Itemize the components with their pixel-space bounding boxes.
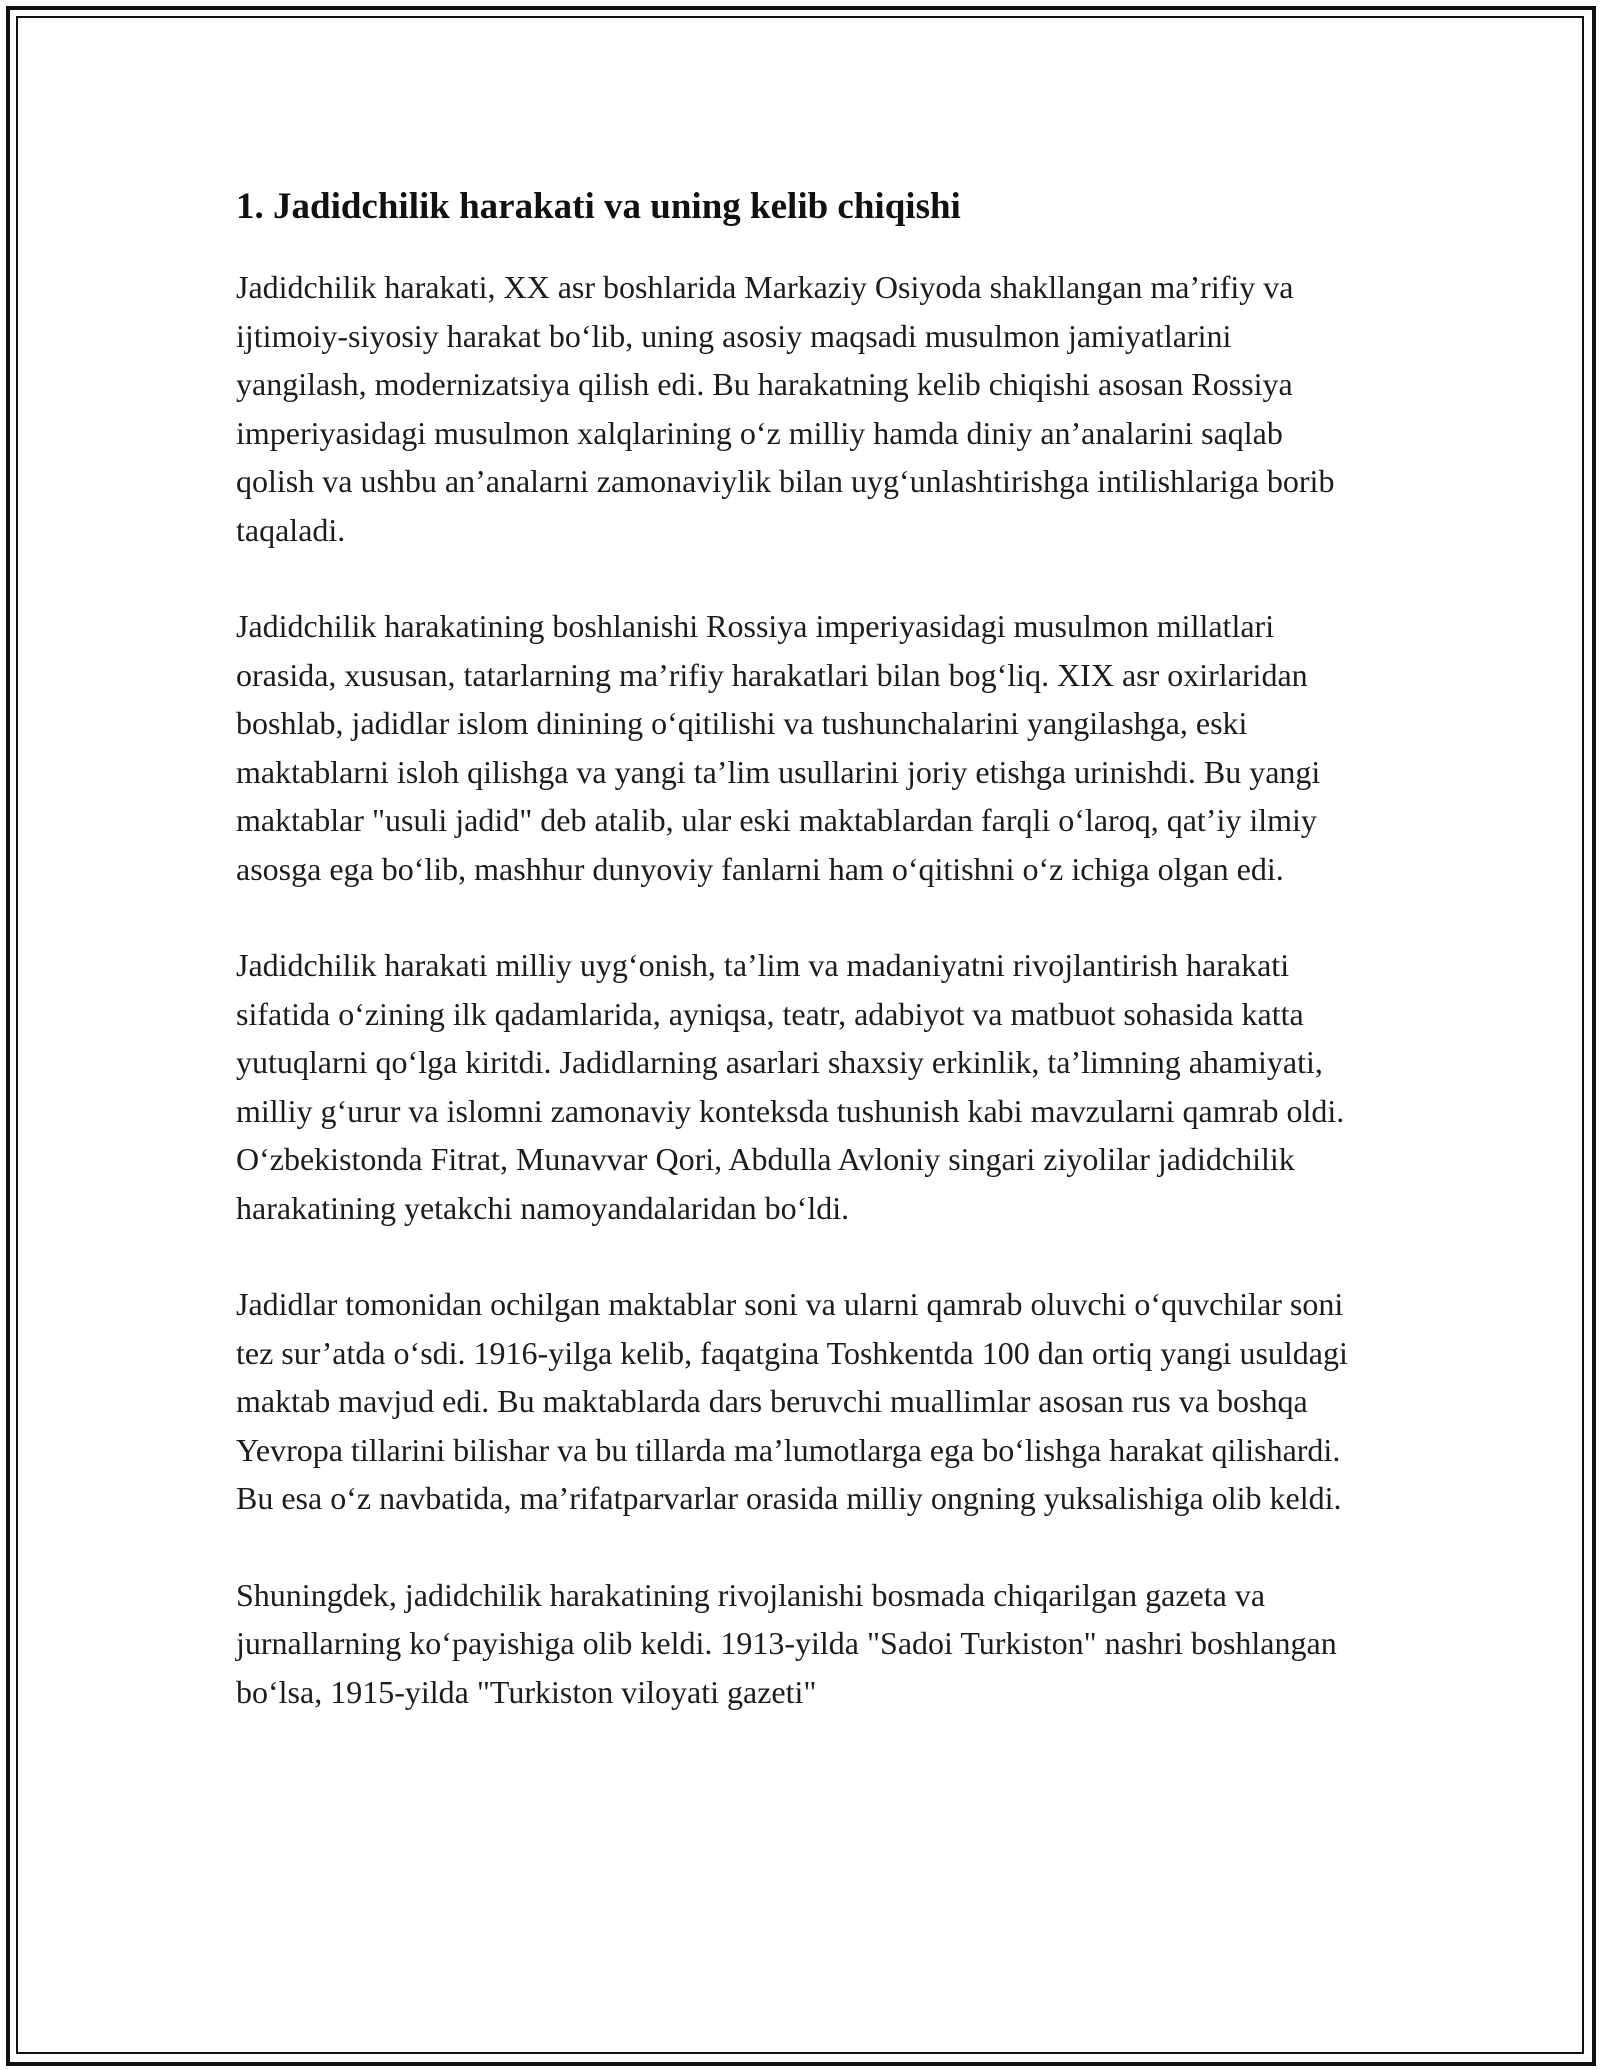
paragraph-5: Shuningdek, jadidchilik harakatining rivojlanishi bosmada chiqarilgan gazeta va jurnallarning ko‘payishiga olib keldi. 1913-yilda "Sadoi Turkiston" nashri boshlangan bo‘lsa, 1915-yilda "Turkiston viloyati gazeti" [236,1576,1337,1710]
section-heading: 1. Jadidchilik harakati va uning kelib chiqishi [236,186,961,227]
paragraph-4: Jadidlar tomonidan ochilgan maktablar soni va ularni qamrab oluvchi o‘quvchilar soni tez sur’atda o‘sdi. 1916-yilga kelib, faqatgina Toshkentda 100 dan ortiq yangi usuldagi maktab mavjud edi. Bu maktablarda dars beruvchi muallimlar asosan rus va boshqa Yevropa tillarini bilishar va bu tillarda ma’lumotlarga ega bo‘lishga harakat qilishardi. Bu esa o‘z navbatida, ma’rifatparvarlar orasida milliy ongning yuksalishiga olib keldi. [236,1286,1348,1517]
document-body [236,185,1366,1764]
paragraph-1: Jadidchilik harakati, XX asr boshlarida Markaziy Osiyoda shakllangan ma’rifiy va ijtimoiy-siyosiy harakat bo‘lib, uning asosiy maqsadi musulmon jamiyatlarini yangilash, modernizatsiya qilish edi. Bu harakatning kelib chiqishi asosan Rossiya imperiyasidagi musulmon xalqlarining o‘z milliy hamda diniy an’analarini saqlab qolish va ushbu an’analarni zamonaviylik bilan uyg‘unlashtirishga intilishlariga borib taqaladi. [236,269,1335,548]
paragraph-2: Jadidchilik harakatining boshlanishi Rossiya imperiyasidagi musulmon millatlari orasida, xususan, tatarlarning ma’rifiy harakatlari bilan bog‘liq. XIX asr oxirlaridan boshlab, jadidlar islom dinining o‘qitilishi va tushunchalarini yangilashga, eski maktablarni isloh qilishga va yangi ta’lim usullarini joriy etishga urinishdi. Bu yangi maktablar "usuli jadid" deb atalib, ular eski maktablardan farqli o‘laroq, qat’iy ilmiy asosga ega bo‘lib, mashhur dunyoviy fanlarni ham o‘qitishni o‘z ichiga olgan edi. [236,608,1321,887]
paragraph-3: Jadidchilik harakati milliy uyg‘onish, ta’lim va madaniyatni rivojlantirish harakati sifatida o‘zining ilk qadamlarida, ayniqsa, teatr, adabiyot va matbuot sohasida katta yutuqlarni qo‘lga kiritdi. Jadidlarning asarlari shaxsiy erkinlik, ta’limning ahamiyati, milliy g‘urur va islomni zamonaviy konteksda tushunish kabi mavzularni qamrab oldi. O‘zbekistonda Fitrat, Munavvar Qori, Abdulla Avloniy singari ziyolilar jadidchilik harakatining yetakchi namoyandalaridan bo‘ldi. [236,947,1345,1226]
